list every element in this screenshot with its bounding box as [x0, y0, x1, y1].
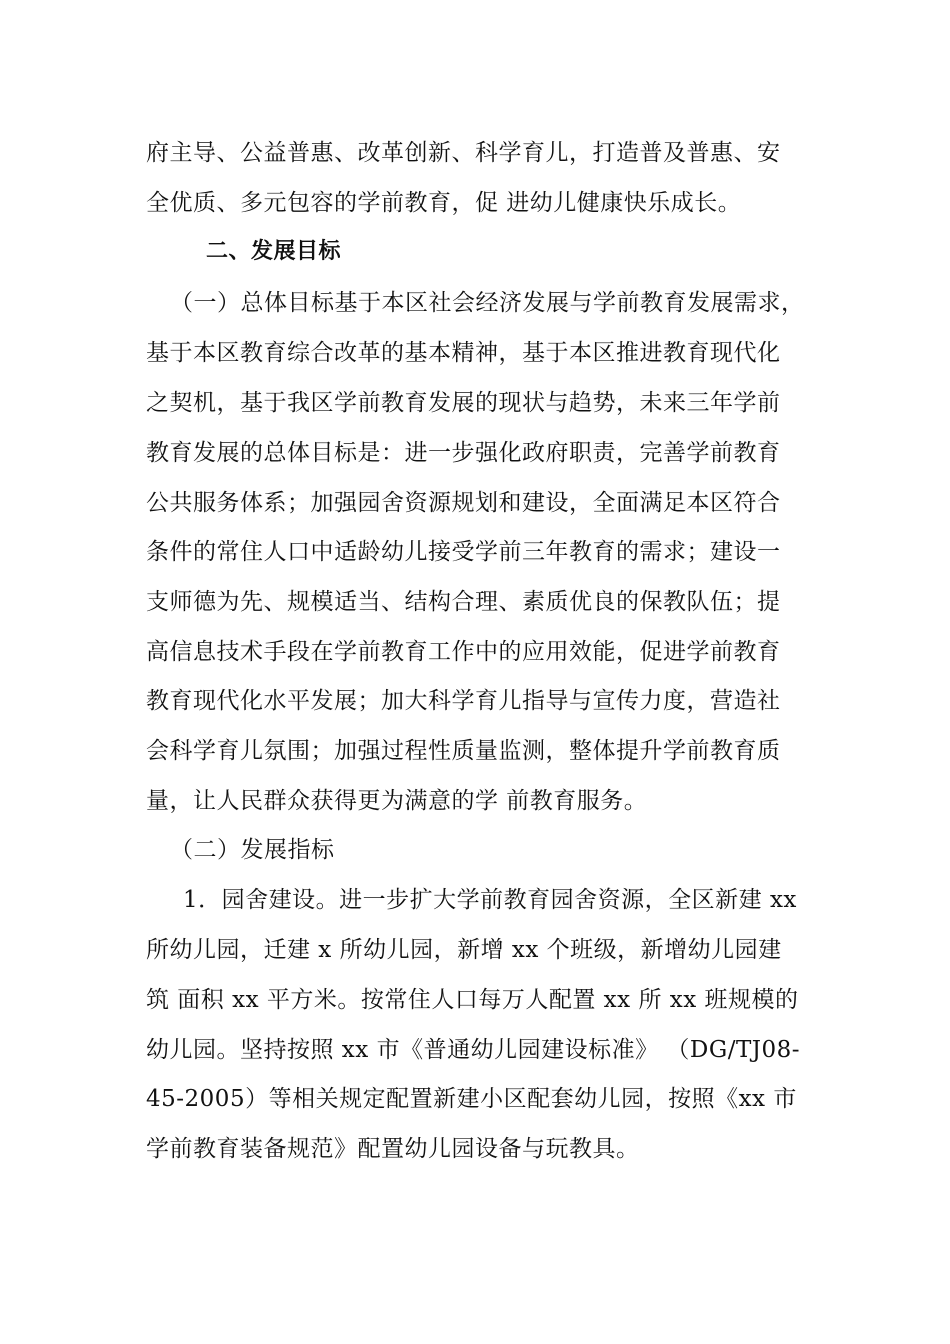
paragraph-line: 教育发展的总体目标是：进一步强化政府职责，完善学前教育	[146, 440, 781, 466]
paragraph-line: 幼儿园。坚持按照 xx 市《普通幼儿园建设标准》 （DG/TJ08-	[146, 1037, 801, 1063]
paragraph-line: 所幼儿园，迁建 x 所幼儿园，新增 xx 个班级，新增幼儿园建	[146, 937, 782, 963]
paragraph-line: 府主导、公益普惠、改革创新、科学育儿，打造普及普惠、安	[146, 140, 781, 166]
subsection-heading: （二）发展指标	[170, 837, 335, 863]
paragraph-line: 学前教育装备规范》配置幼儿园设备与玩教具。	[146, 1136, 640, 1162]
paragraph-line: 之契机，基于我区学前教育发展的现状与趋势，未来三年学前	[146, 390, 781, 416]
paragraph-line: 条件的常住人口中适龄幼儿接受学前三年教育的需求；建设一	[146, 539, 781, 565]
paragraph-line: 教育现代化水平发展；加大科学育儿指导与宣传力度，营造社	[146, 688, 781, 714]
paragraph-line: 筑 面积 xx 平方米。按常住人口每万人配置 xx 所 xx 班规模的	[146, 987, 799, 1013]
paragraph-line: 公共服务体系；加强园舍资源规划和建设，全面满足本区符合	[146, 490, 781, 516]
section-heading: 二、发展目标	[206, 239, 342, 264]
paragraph-line: 会科学育儿氛围；加强过程性质量监测，整体提升学前教育质	[146, 738, 781, 764]
paragraph-line: 支师德为先、规模适当、结构合理、素质优良的保教队伍；提	[146, 589, 781, 615]
paragraph-line: 全优质、多元包容的学前教育，促 进幼儿健康快乐成长。	[146, 190, 742, 216]
paragraph-line: 高信息技术手段在学前教育工作中的应用效能，促进学前教育	[146, 639, 781, 665]
paragraph-line: （一）总体目标基于本区社会经济发展与学前教育发展需求，	[170, 290, 805, 316]
paragraph-line: 量，让人民群众获得更为满意的学 前教育服务。	[146, 788, 648, 814]
paragraph-line: 基于本区教育综合改革的基本精神，基于本区推进教育现代化	[146, 340, 781, 366]
paragraph-line: 45-2005）等相关规定配置新建小区配套幼儿园，按照《xx 市	[146, 1086, 797, 1112]
paragraph-line: 1．园舍建设。进一步扩大学前教育园舍资源，全区新建 xx	[183, 887, 797, 913]
